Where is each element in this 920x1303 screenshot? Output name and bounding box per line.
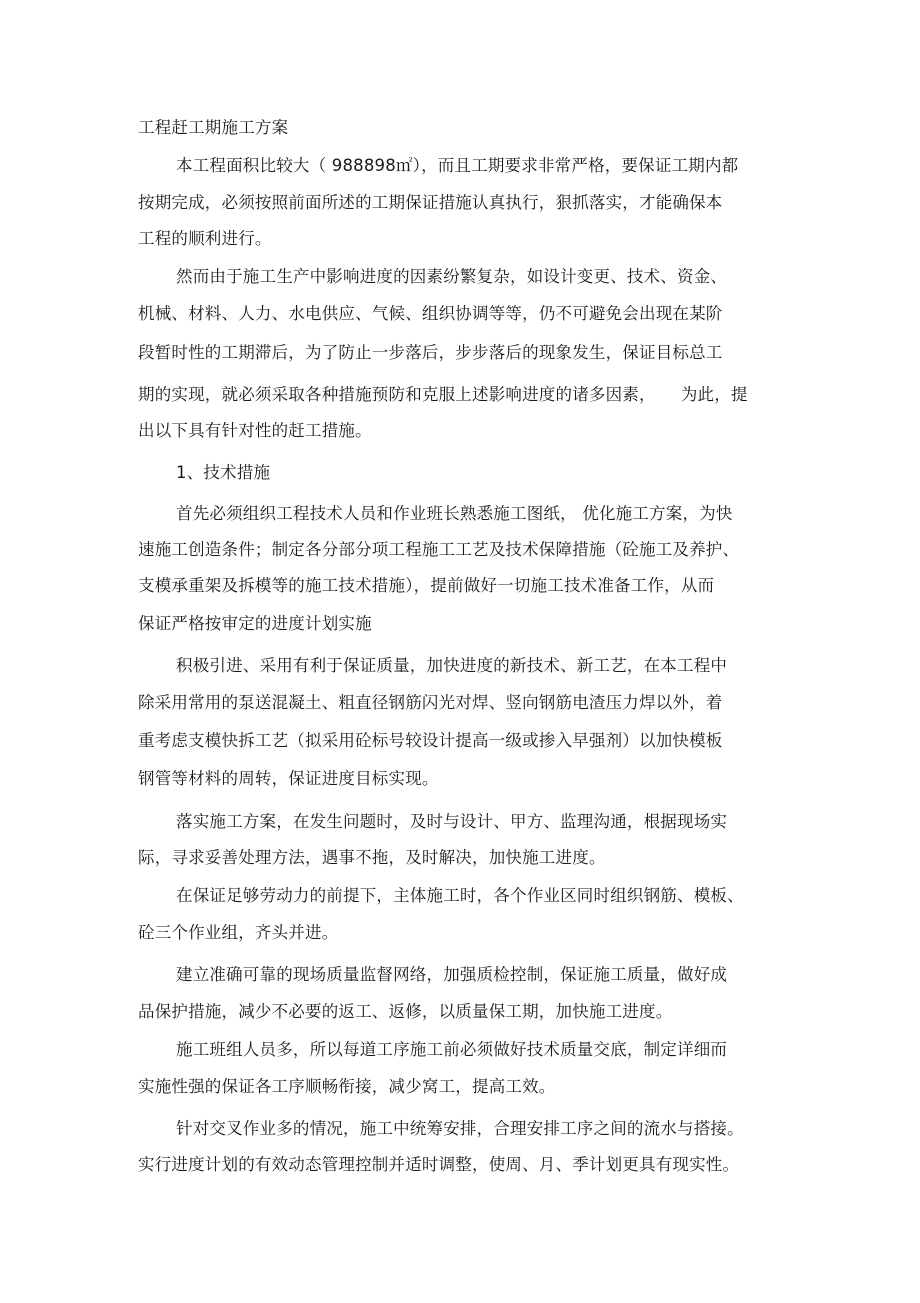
text-line: 保证严格按审定的进度计划实施 xyxy=(138,614,372,633)
text-line: 钢管等材料的周转，保证进度目标实现。 xyxy=(138,769,439,788)
text-line: 积极引进、采用有利于保证质量，加快进度的新技术、新工艺，在本工程中 xyxy=(176,656,728,675)
text-line: 针对交叉作业多的情况，施工中统筹安排，合理安排工序之间的流水与搭接。 xyxy=(176,1119,744,1138)
text-line: 本工程面积比较大（ 988898㎡），而且工期要求非常严格，要保证工期内都 xyxy=(176,156,739,175)
text-line: 实行进度计划的有效动态管理控制并适时调整，使周、月、季计划更具有现实性。 xyxy=(138,1155,740,1174)
text-line: 实施性强的保证各工序顺畅衔接，减少窝工，提高工效。 xyxy=(138,1077,556,1096)
text-line: 重考虑支模快拆工艺（拟采用砼标号较设计提高一级或掺入早强剂）以加快模板 xyxy=(138,731,723,750)
text-line: 建立准确可靠的现场质量监督网络，加强质检控制，保证施工质量，做好成 xyxy=(176,965,728,984)
section-heading: 1、技术措施 xyxy=(176,463,271,482)
text-line: 出以下具有针对性的赶工措施。 xyxy=(138,421,372,440)
text-line: 期的实现，就必须采取各种措施预防和克服上述影响进度的诸多因素， 为此，提 xyxy=(138,385,748,404)
text-line: 段暂时性的工期滞后，为了防止一步落后，步步落后的现象发生，保证目标总工 xyxy=(138,343,723,362)
text-line: 施工班组人员多，所以每道工序施工前必须做好技术质量交底，制定详细而 xyxy=(176,1040,728,1059)
text-line: 砼三个作业组，齐头并进。 xyxy=(138,923,339,942)
text-line: 落实施工方案，在发生问题时，及时与设计、甲方、监理沟通，根据现场实 xyxy=(176,812,728,831)
text-line: 然而由于施工生产中影响进度的因素纷繁复杂，如设计变更、技术、资金、 xyxy=(176,267,728,286)
text-line: 在保证足够劳动力的前提下，主体施工时，各个作业区同时组织钢筋、模板、 xyxy=(176,886,744,905)
text-line: 品保护措施，减少不必要的返工、返修，以质量保工期，加快施工进度。 xyxy=(138,1002,673,1021)
text-line: 首先必须组织工程技术人员和作业班长熟悉施工图纸， 优化施工方案，为快 xyxy=(176,504,733,523)
text-line: 工程的顺利进行。 xyxy=(138,229,272,248)
text-line: 机械、材料、人力、水电供应、气候、组织协调等等，仍不可避免会出现在某阶 xyxy=(138,304,723,323)
text-line: 际，寻求妥善处理方法，遇事不拖，及时解决，加快施工进度。 xyxy=(138,848,606,867)
document-title: 工程赶工期施工方案 xyxy=(138,118,289,137)
text-line: 按期完成，必须按照前面所述的工期保证措施认真执行，狠抓落实，才能确保本 xyxy=(138,193,723,212)
text-line: 支模承重架及拆模等的施工技术措施），提前做好一切施工技术准备工作，从而 xyxy=(138,576,715,595)
text-line: 速施工创造条件；制定各分部分项工程施工工艺及技术保障措施（砼施工及养护、 xyxy=(138,540,740,559)
text-line: 除采用常用的泵送混凝土、粗直径钢筋闪光对焊、竖向钢筋电渣压力焊以外，着 xyxy=(138,693,723,712)
